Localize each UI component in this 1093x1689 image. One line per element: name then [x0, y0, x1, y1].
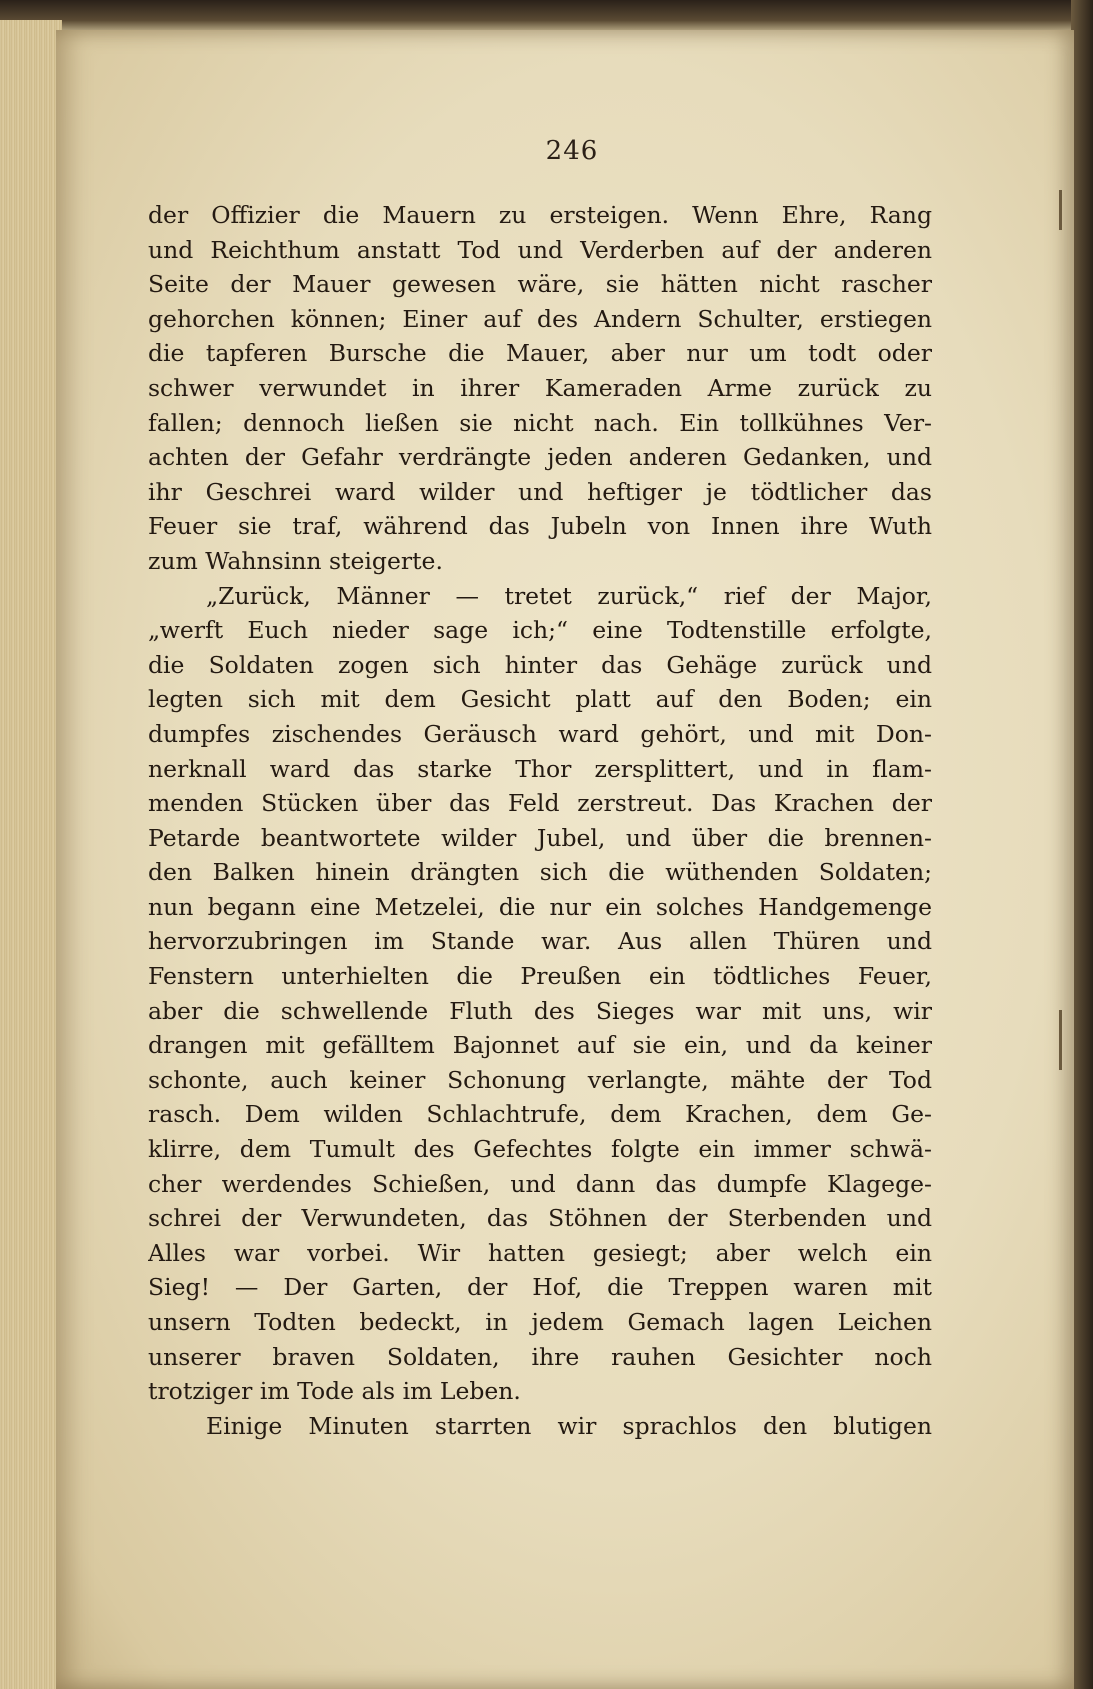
text-line: menden Stücken über das Feld zerstreut. Das Krachen der	[148, 789, 932, 818]
text-line: dumpfes zischendes Geräusch ward gehört, und mit Don-	[148, 719, 932, 748]
text-line: legten sich mit dem Gesicht platt auf den Boden; ein	[148, 685, 932, 714]
text-line: Feuer sie traf, während das Jubeln von Innen ihre Wuth	[148, 512, 932, 541]
text-line: unserer braven Soldaten, ihre rauhen Gesichter noch	[148, 1342, 932, 1371]
text-line: nerknall ward das starke Thor zersplittert, und in flam-	[148, 754, 932, 783]
book-spine-edge	[1071, 0, 1093, 1689]
text-line: Seite der Mauer gewesen wäre, sie hätten nicht rascher	[148, 270, 932, 299]
text-line: nun begann eine Metzelei, die nur ein solches Handgemenge	[148, 892, 932, 921]
margin-mark	[1059, 1010, 1062, 1070]
text-line: aber die schwellende Fluth des Sieges war mit uns, wir	[148, 996, 932, 1025]
book-top-edge	[0, 0, 1093, 34]
text-line: Fenstern unterhielten die Preußen ein tödtliches Feuer,	[148, 962, 932, 991]
text-line: Alles war vorbei. Wir hatten gesiegt; aber welch ein	[148, 1238, 932, 1267]
text-line: klirre, dem Tumult des Gefechtes folgte ein immer schwä-	[148, 1135, 932, 1164]
text-line: schwer verwundet in ihrer Kameraden Arme zurück zu	[148, 373, 932, 402]
text-line: „Zurück, Männer — tretet zurück,“ rief der Major,	[206, 581, 932, 610]
body-text	[148, 198, 932, 1443]
text-line: schrei der Verwundeten, das Stöhnen der Sterbenden und	[148, 1204, 932, 1233]
text-line: cher werdendes Schießen, und dann das dumpfe Klagege-	[148, 1169, 932, 1198]
page-stack-edge	[0, 20, 62, 1689]
text-line: unsern Todten bedeckt, in jedem Gemach lagen Leichen	[148, 1308, 932, 1336]
text-line: fallen; dennoch ließen sie nicht nach. Ein tollkühnes Ver-	[148, 408, 932, 437]
text-line: drangen mit gefälltem Bajonnet auf sie ein, und da keiner	[148, 1031, 932, 1060]
text-line: die tapferen Bursche die Mauer, aber nur um todt oder	[148, 339, 932, 368]
text-line: ihr Geschrei ward wilder und heftiger je tödtlicher das	[148, 477, 932, 506]
text-line: Sieg! — Der Garten, der Hof, die Treppen waren mit	[148, 1273, 932, 1302]
text-line: gehorchen können; Einer auf des Andern Schulter, erstiegen	[148, 304, 932, 333]
text-line: Einige Minuten starrten wir sprachlos den blutigen	[206, 1411, 932, 1440]
text-line: den Balken hinein drängten sich die wüthenden Soldaten;	[148, 858, 932, 887]
text-line: der Offizier die Mauern zu ersteigen. Wenn Ehre, Rang	[148, 201, 932, 229]
text-line: zum Wahnsinn steigerte.	[148, 546, 443, 575]
text-line: die Soldaten zogen sich hinter das Gehäge zurück und	[148, 650, 932, 679]
text-line: schonte, auch keiner Schonung verlangte, mähte der Tod	[148, 1065, 932, 1094]
text-line: trotziger im Tode als im Leben.	[148, 1377, 521, 1406]
text-line: und Reichthum anstatt Tod und Verderben auf der anderen	[148, 235, 932, 264]
text-line: „werft Euch nieder sage ich;“ eine Todtenstille erfolgte,	[148, 616, 932, 645]
page-number: 246	[545, 136, 599, 166]
margin-mark	[1059, 190, 1062, 230]
text-line: hervorzubringen im Stande war. Aus allen Thüren und	[148, 927, 932, 956]
text-line: achten der Gefahr verdrängte jeden anderen Gedanken, und	[148, 443, 932, 472]
text-line: rasch. Dem wilden Schlachtrufe, dem Krachen, dem Ge-	[148, 1100, 932, 1129]
text-line: Petarde beantwortete wilder Jubel, und über die brennen-	[148, 823, 932, 852]
